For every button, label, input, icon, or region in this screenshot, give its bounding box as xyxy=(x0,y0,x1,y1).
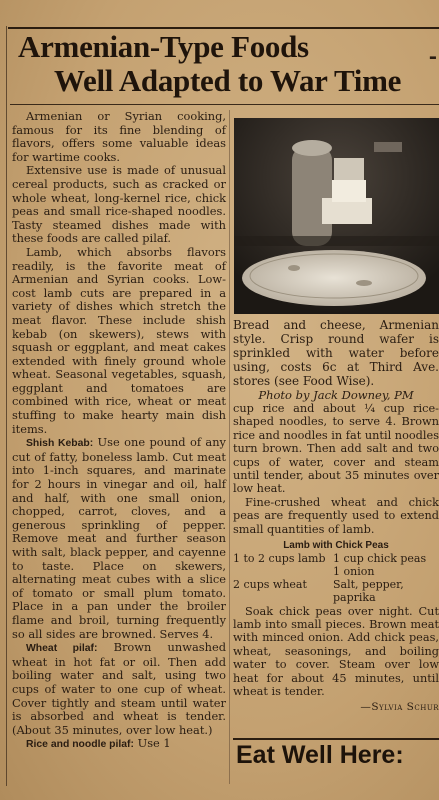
ingredient: 2 cups wheat xyxy=(233,578,307,592)
ingredient-list xyxy=(233,553,439,604)
intro-paragraph: Armenian or Syrian cooking, famous for its fine blending of flavors, offers some valuable ideas for wartime cooks. xyxy=(12,109,226,164)
recipe-lead: Shish Kebab: xyxy=(26,438,94,450)
bottom-rule xyxy=(233,738,439,740)
left-border-rule xyxy=(6,26,7,786)
left-column xyxy=(12,110,226,752)
ingredient: 1 cup chick peas xyxy=(333,552,427,566)
next-article-headline: Eat Well Here: xyxy=(236,741,404,769)
author-signature: —Sylvia Schur xyxy=(360,700,439,713)
shish-kebab-recipe xyxy=(12,436,226,641)
right-column xyxy=(233,402,439,714)
recipe-text: Brown unwashed wheat in hot fat or oil. Then add boiling water and salt, using two cups of water to one cup of wheat. Cover tightly and steam until water is absorbed and wheat is tender. (About 35 minutes, over low heat.) xyxy=(12,640,226,737)
headline-dash: - xyxy=(428,44,437,68)
rice-pilaf-continued: cup rice and about ¼ cup rice-shaped noodles, to serve 4. Brown rice and noodles in fat until noodles turn brown. Then add salt and two cups of water, cover and steam until tender, about 35 minutes over low heat. xyxy=(233,402,439,496)
wheat-pilaf-recipe xyxy=(12,641,226,737)
bread-and-cheese-photo xyxy=(234,118,439,314)
caption-text: Bread and cheese, Armenian style. Crisp round wafer is sprinkled with water before using, costs 6c at Third Ave. stores (see Food Wise). xyxy=(233,318,439,388)
cereal-paragraph: Extensive use is made of unusual cereal products, such as cracked or whole wheat, long-kernel rice, chick peas and small rice-shaped noodles. Tasty steamed dishes made with these foods are called pilaf. xyxy=(12,163,226,246)
chick-peas-paragraph: Fine-crushed wheat and chick peas are frequently used to extend small quantities of lamb. xyxy=(233,495,439,536)
headline xyxy=(10,30,439,98)
recipe-lead: Rice and noodle pilaf: xyxy=(26,739,134,751)
ingredient: Salt, pepper, paprika xyxy=(333,578,404,604)
recipe-lead: Wheat pilaf: xyxy=(26,643,98,655)
lamb-paragraph: Lamb, which absorbs flavors readily, is the favorite meat of Armenian and Syrian cooks. Low-cost lamb cuts are prepared in a variety of dishes which stretch the meat flavor. These include shish kebab (on skewers), stews with squash or eggplant, and meat cakes extended with finely ground whole wheat. Seasonal vegetables, squash, eggplant and tomatoes are combined with rice, wheat or meat stuffing to make hearty main dish items. xyxy=(12,244,226,436)
column-separator xyxy=(229,110,230,784)
headline-rule xyxy=(10,104,439,105)
photo-credit: Photo by Jack Downey, PM xyxy=(258,388,414,402)
recipe-text: Use one pound of any cut of fatty, boneless lamb. Cut meat into 1-inch squares, and marinate for 2 hours in vinegar and oil, half and half, with one small onion, chopped, carrot, cloves, and a generous sprinkling of pepper. Remove meat and further season with salt, black pepper, and cayenne to taste. Place on skewers, alternating meat cubes with a slice of tomato or small plum tomato. Place in a pan under the broiler flame and broil, turning frequently so all sides are browned. Serves 4. xyxy=(12,435,226,641)
photo-image xyxy=(234,118,439,314)
lamb-chick-peas-method: Soak chick peas over night. Cut lamb into small pieces. Brown meat with minced onion. Add chick peas, wheat, seasonings, and boiling water to cover. Steam over low heat for about 45 minutes, until wheat is tender. xyxy=(233,604,439,699)
ingredient: 1 onion xyxy=(333,565,375,579)
headline-line-1: Armenian-Type Foods xyxy=(18,29,309,64)
rice-pilaf-recipe xyxy=(12,737,226,752)
recipe-text: Use 1 xyxy=(133,736,171,751)
headline-line-2: Well Adapted to War Time xyxy=(54,63,402,98)
ingredient: 1 to 2 cups lamb xyxy=(233,552,326,566)
recipe-title: Lamb with Chick Peas xyxy=(283,540,389,552)
photo-caption xyxy=(233,318,439,402)
